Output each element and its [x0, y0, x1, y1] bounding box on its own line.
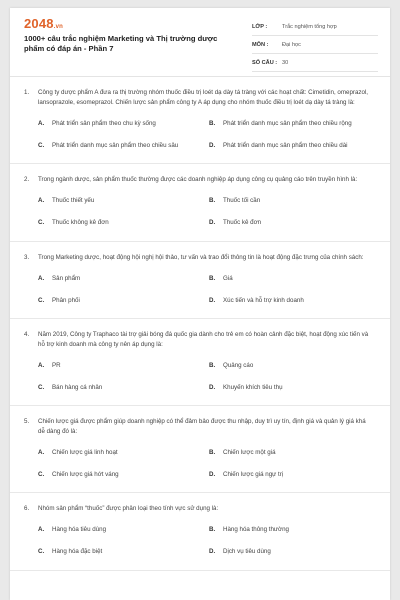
answer-option-b[interactable] [209, 113, 374, 135]
answer-option-a[interactable] [38, 113, 203, 135]
page-header [10, 8, 390, 74]
option-letter: C. [38, 470, 45, 478]
answer-option-b[interactable] [209, 268, 374, 290]
option-letter: A. [38, 361, 45, 369]
answer-option-c[interactable] [38, 135, 203, 157]
option-text: Chiến lược giá ngự trị [223, 470, 284, 478]
option-text: Chiến lược giá hớt váng [52, 470, 119, 478]
answer-option-a[interactable] [38, 268, 203, 290]
answer-options [24, 185, 374, 241]
question-body: Trong Marketing dược, hoạt động hội nghị hội thảo, tư vấn và trao đổi thông tin là hoạt động đặc trưng của chính sách: [38, 253, 364, 261]
answer-option-d[interactable] [209, 377, 374, 399]
option-letter: A. [38, 526, 45, 534]
option-letter: B. [209, 361, 216, 369]
option-letter: A. [38, 197, 45, 205]
logo-suffix: .vn [53, 24, 64, 30]
option-text: Quảng cáo [223, 361, 254, 369]
answer-option-d[interactable] [209, 464, 374, 486]
answer-options [24, 107, 374, 163]
option-text: Phân phối [52, 296, 80, 304]
quiz-sheet [10, 8, 390, 600]
answer-option-b[interactable] [209, 355, 374, 377]
answer-option-a[interactable] [38, 442, 203, 464]
question-text [24, 253, 374, 263]
option-text: Thuốc kê đơn [223, 219, 262, 227]
question-body: Trong ngành dược, sản phẩm thuốc thường được các doanh nghiệp áp dụng công cụ quảng cáo trên truyền hình là: [38, 176, 358, 183]
answer-option-c[interactable] [38, 290, 203, 312]
question-body: Công ty dược phẩm A đưa ra thị trường nhóm thuốc điều trị loét dạ dày tá tràng với các hoạt chất: Cimetidin, omeprazol, lansoprazole, esomeprazol. Chiến lược sản phẩm công ty A áp dụng cho nhóm thuốc điều trị loét dạ dày tá tràng là: [38, 89, 369, 106]
page-title: 1000+ câu trắc nghiệm Marketing và Thị trường dược phẩm có đáp án - Phần 7 [24, 34, 218, 53]
question-text [24, 330, 374, 349]
option-text: Dịch vụ tiêu dùng [223, 548, 271, 556]
question-text [24, 88, 374, 107]
question-body: Chiến lược giá được phẩm giúp doanh nghiệp có thể đảm bảo được thu nhập, duy trì uy tín, định giá và quản lý giá khá dễ dàng đó là: [38, 418, 366, 435]
option-letter: C. [38, 548, 45, 556]
question-item [10, 330, 390, 406]
option-text: Chiến lược giá linh hoạt [52, 448, 118, 456]
answer-options [24, 262, 374, 318]
info-label: SỐ CÂU : [252, 59, 278, 66]
answer-option-a[interactable] [38, 191, 203, 213]
info-value: 30 [282, 59, 289, 66]
question-list [10, 88, 390, 582]
question-number: 4. [24, 331, 30, 338]
answer-option-c[interactable] [38, 213, 203, 235]
option-text: Thuốc không kê đơn [52, 219, 109, 227]
answer-option-d[interactable] [209, 213, 374, 235]
info-row-subject [252, 36, 378, 54]
question-item [10, 175, 390, 242]
answer-option-c[interactable] [38, 377, 203, 399]
answer-option-d[interactable] [209, 542, 374, 564]
answer-option-c[interactable] [38, 464, 203, 486]
answer-option-d[interactable] [209, 290, 374, 312]
info-value: Trắc nghiệm tổng hợp [282, 23, 337, 30]
option-letter: C. [38, 219, 45, 227]
site-logo[interactable] [24, 16, 63, 31]
option-text: Khuyến khích tiêu thụ [223, 383, 283, 391]
option-text: Thuốc tối cần [223, 197, 261, 205]
answer-options [24, 349, 374, 405]
question-item [10, 504, 390, 571]
question-number: 3. [24, 253, 30, 261]
option-text: Xúc tiến và hỗ trợ kinh doanh [223, 296, 304, 304]
option-letter: B. [209, 274, 216, 282]
question-text [24, 175, 374, 185]
option-letter: A. [38, 119, 45, 127]
question-text [24, 417, 374, 436]
option-letter: D. [209, 383, 216, 391]
option-letter: C. [38, 141, 45, 149]
answer-option-b[interactable] [209, 520, 374, 542]
option-text: Hàng hóa đặc biệt [52, 548, 103, 556]
option-text: Hàng hóa thông thường [223, 526, 289, 534]
option-letter: C. [38, 296, 45, 304]
question-text [24, 504, 374, 514]
option-text: Hàng hóa tiêu dùng [52, 526, 107, 534]
info-label: MÔN : [252, 41, 269, 48]
option-letter: B. [209, 526, 216, 534]
question-number: 2. [24, 176, 30, 183]
option-letter: C. [38, 383, 45, 391]
question-item [10, 253, 390, 320]
option-letter: D. [209, 219, 216, 227]
question-number: 5. [24, 418, 30, 425]
option-text: Phát triển danh mục sản phẩm theo chiều rộng [223, 119, 352, 127]
answer-option-c[interactable] [38, 542, 203, 564]
answer-options [24, 436, 374, 492]
answer-option-b[interactable] [209, 191, 374, 213]
info-label: LỚP : [252, 23, 268, 30]
option-text: Phát triển danh mục sản phẩm theo chiều sâu [52, 141, 179, 149]
answer-option-b[interactable] [209, 442, 374, 464]
info-row-class [252, 18, 378, 36]
option-letter: A. [38, 448, 45, 456]
option-text: Sản phẩm [52, 274, 81, 282]
option-letter: B. [209, 119, 216, 127]
answer-option-d[interactable] [209, 135, 374, 157]
answer-option-a[interactable] [38, 520, 203, 542]
question-item [10, 417, 390, 493]
header-divider [10, 76, 390, 77]
option-letter: D. [209, 548, 216, 556]
answer-option-a[interactable] [38, 355, 203, 377]
option-letter: D. [209, 141, 216, 149]
option-text: Phát triển danh mục sản phẩm theo chiều dài [223, 141, 348, 149]
option-text: Giá [223, 274, 233, 282]
quiz-info-table [252, 18, 378, 72]
option-letter: A. [38, 274, 45, 282]
question-body: Năm 2019, Công ty Traphaco tài trợ giải bóng đá quốc gia dành cho trẻ em có hoàn cảnh đặc biệt, hoạt động xúc tiến và hỗ trợ kinh doanh mà công ty nên áp dụng là: [38, 331, 369, 348]
question-number: 1. [24, 89, 30, 96]
answer-options [24, 514, 374, 570]
info-value: Đại học [282, 41, 301, 48]
option-text: PR [52, 361, 61, 369]
question-body: Nhóm sản phẩm “thuốc” được phân loại theo tính vực sử dụng là: [38, 505, 219, 512]
option-text: Thuốc thiết yếu [52, 197, 95, 205]
info-row-count [252, 54, 378, 72]
option-text: Phát triển sản phẩm theo chu kỳ sống [52, 119, 156, 127]
logo-text: 2048 [24, 16, 54, 31]
option-text: Bán hàng cá nhân [52, 383, 103, 391]
option-text: Chiến lược một giá [223, 448, 276, 456]
option-letter: B. [209, 197, 216, 205]
question-number: 6. [24, 505, 30, 512]
option-letter: B. [209, 448, 216, 456]
option-letter: D. [209, 470, 216, 478]
question-item [10, 88, 390, 164]
option-letter: D. [209, 296, 216, 304]
